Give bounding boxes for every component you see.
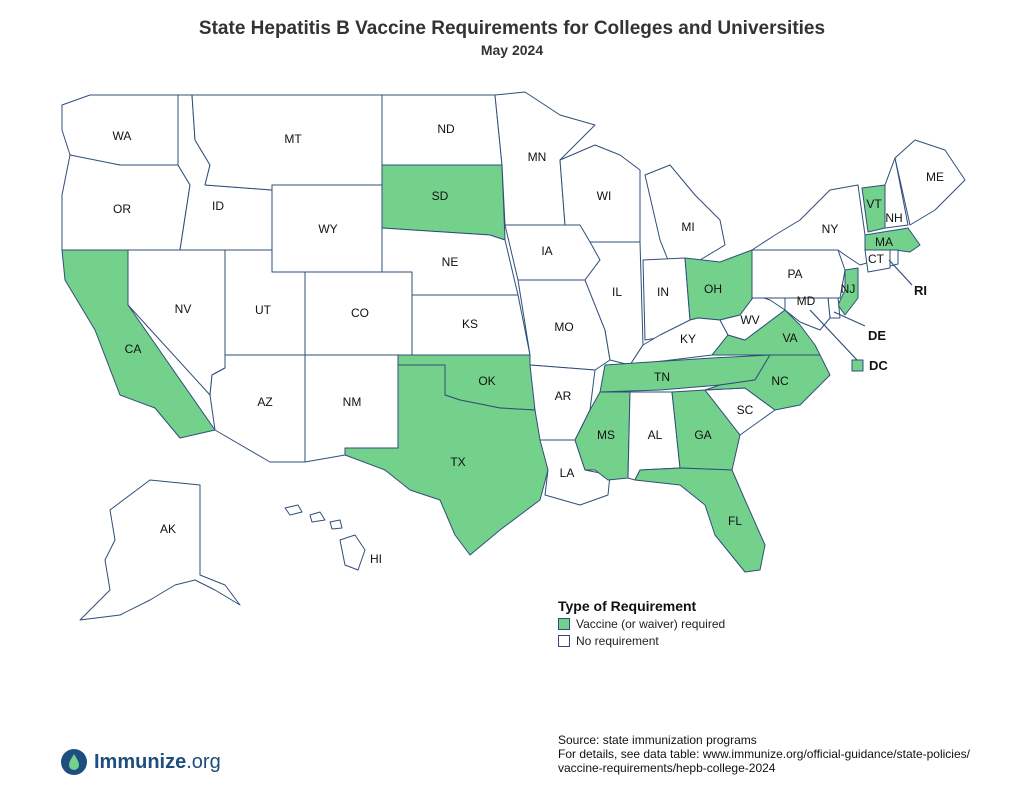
legend [558,598,725,648]
label-ne: NE [441,255,459,270]
label-de: DE [868,328,887,343]
label-ar: AR [554,389,572,404]
source-line-2: For details, see data table: www.immunize.org/official-guidance/state-policies/ [558,747,970,761]
label-id: ID [212,199,224,214]
label-ut: UT [255,303,271,318]
label-al: AL [647,428,663,443]
legend-item-none [558,634,725,648]
legend-label-required: Vaccine (or waiver) required [576,617,726,631]
source-note [558,733,970,775]
label-wy: WY [318,222,338,237]
state-dc [852,360,863,371]
label-mt: MT [284,132,302,147]
label-nm: NM [342,395,362,410]
label-or: OR [113,202,131,217]
label-ga: GA [694,428,712,443]
state-hi [285,505,365,570]
label-hi: HI [370,552,382,567]
immunize-logo [60,748,221,776]
label-il: IL [611,285,623,300]
label-az: AZ [257,395,273,410]
legend-title: Type of Requirement [558,598,697,614]
state-ri [890,250,898,266]
label-ct: CT [868,252,884,267]
logo-suffix: .org [186,750,221,773]
label-va: VA [782,331,798,346]
source-line-3: vaccine-requirements/hepb-college-2024 [558,761,776,775]
label-in: IN [657,285,669,300]
label-mo: MO [554,320,574,335]
state-mi [645,165,725,260]
label-nd: ND [437,122,455,137]
label-tn: TN [654,370,670,385]
legend-item-required [558,617,725,631]
label-ak: AK [159,522,177,537]
label-sc: SC [736,403,754,418]
label-wa: WA [112,129,132,144]
label-ms: MS [597,428,615,443]
label-wi: WI [596,189,612,204]
map-title: State Hepatitis B Vaccine Requirements for Colleges and Universities [198,18,826,39]
label-mn: MN [527,150,547,165]
source-line-1: Source: state immunization programs [558,733,757,747]
label-pa: PA [787,267,803,282]
label-oh: OH [704,282,722,297]
label-ma: MA [875,235,893,250]
label-md: MD [796,294,816,309]
label-fl: FL [727,514,743,529]
label-nh: NH [885,211,903,226]
label-me: ME [926,170,944,185]
legend-swatch-required [558,618,570,630]
vaccine-drop-icon [60,748,88,776]
label-ks: KS [461,317,479,332]
legend-swatch-none [558,635,570,647]
label-nc: NC [771,374,789,389]
label-wv: WV [740,313,760,328]
label-ny: NY [821,222,839,237]
state-ak [80,480,240,620]
label-vt: VT [866,197,882,212]
label-la: LA [559,466,575,481]
label-mi: MI [681,220,695,235]
label-nv: NV [174,302,192,317]
label-ky: KY [679,332,697,347]
label-co: CO [351,306,369,321]
label-ok: OK [478,374,496,389]
label-ri: RI [914,283,927,298]
label-dc: DC [869,358,888,373]
state-fl [635,468,765,572]
label-sd: SD [431,189,449,204]
label-ia: IA [541,244,553,259]
legend-label-none: No requirement [576,634,659,648]
logo-brand: Immunize [94,750,187,773]
label-ca: CA [124,342,142,357]
map-subtitle: May 2024 [480,42,544,58]
label-nj: NJ [840,282,856,297]
label-tx: TX [450,455,466,470]
